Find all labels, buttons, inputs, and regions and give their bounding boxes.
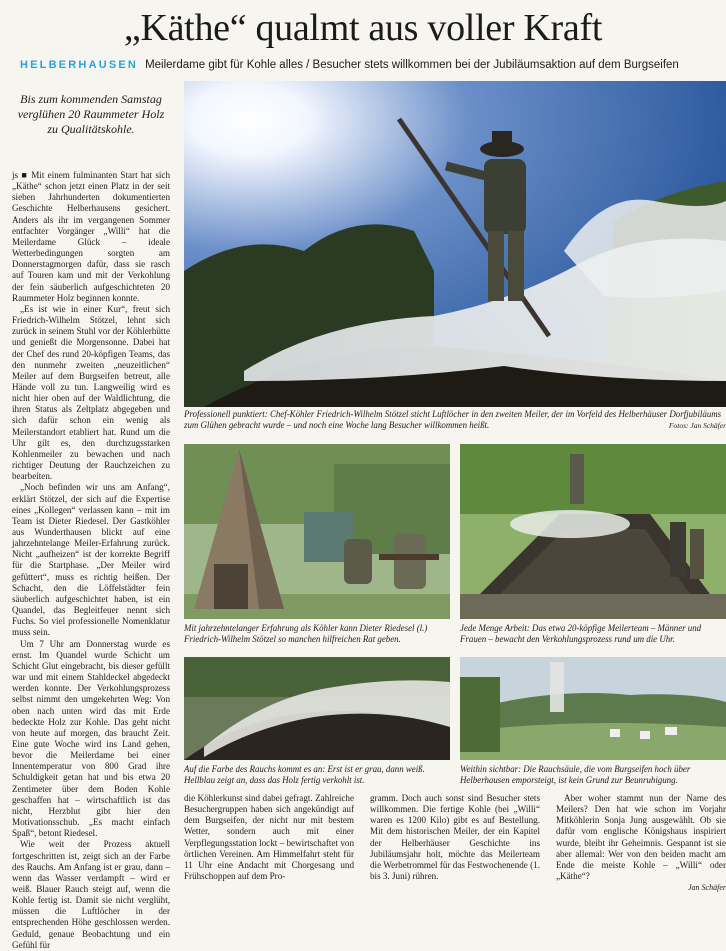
paragraph-2: „Es ist wie in einer Kur“, freut sich Friedrich-Wilhelm Stötzel, lehnt sich zurück in seinem Stuhl vor der Köhlerhütte und genießt die Morgensonne. Dabei hat der Chef des rund 20-köpfigen Teams, das den nunmehr zweiten „neuzeitlichen“ Meiler auf dem Burgseifen betreut, alle Hände voll zu tun. Langweilig wird es nicht hier oben auf der Waldlichtung, die ihren Status als Zeltplatz abgegeben und sich dafür schon ein wenig als Meilerstandort etabliert hat. Rund um die Uhr gilt es, den durchzugsstarken Kohlenmeiler zu bewachen und nach richtiger Deutung der Rauchzeichen zu bearbeiten.: [12, 303, 170, 482]
pull-quote: Bis zum kommenden Samstag verglühen 20 Raummeter Holz zu Qualitätskohle.: [17, 92, 165, 136]
hut-photo-caption: Mit jahrzehntelanger Erfahrung als Köhler kann Dieter Riedesel (l.) Friedrich-Wilhelm Stötzel so manchen hilfreichen Rat geben.: [184, 623, 428, 644]
view-photo-caption: Weithin sichtbar: Die Rauchsäule, die vom Burgseifen hoch über Helberhausen emporsteigt, ist kein Grund zur Beunruhigung.: [460, 764, 691, 785]
main-caption-text: Professionell punktiert: Chef-Köhler Friedrich-Wilhelm Stötzel sticht Luftlöcher in den zweiten Meiler, der im Vorfeld des Helberhäuser Dorfjubiläums zum Glühen gebracht wurde – und noch eine Woche lang Besucher willkommen heißt.: [184, 409, 722, 430]
column-2-text: die Köhlerkunst sind dabei gefragt. Zahlreiche Besuchergruppen haben sich angekündigt auf dem Burgseifen, der nicht nur mit bestem Wetter, sondern auch mit einer Verpflegungsstation lockt – bewirtschaftet von örtlichen Vereinen. Am Himmelfahrt steht für 11 Uhr eine Andacht mit Chorgesang und Frühschoppen auf dem Pro-: [184, 793, 354, 882]
article-column-3: [370, 793, 540, 881]
smoke-photo-caption: Auf die Farbe des Rauchs kommt es an: Erst ist er grau, dann weiß. Hellblau zeigt an, dass das Holz fertig verkohlt ist.: [184, 764, 425, 785]
subheadline: Meilerdame gibt für Kohle alles / Besucher stets willkommen bei der Jubiläumsaktion auf dem Burgseifen: [145, 59, 679, 71]
main-photo-charcoal-burner: [184, 81, 726, 407]
kicker-row: [20, 56, 710, 72]
team-photo-caption: Jede Menge Arbeit: Das etwa 20-köpfige Meilerteam – Männer und Frauen – bewacht den Verkohlungsprozess rund um die Uhr.: [460, 623, 702, 644]
article-column-left: [12, 170, 170, 950]
headline: „Käthe“ qualmt aus voller Kraft: [123, 7, 603, 49]
article-column-2: [184, 793, 354, 881]
article-column-4: [556, 793, 726, 893]
column-3-text: gramm. Doch auch sonst sind Besucher stets willkommen. Die fertige Kohle (bei „Willi“ waren es 1200 Kilo) gibt es auf Bestellung. Mit dem historischen Meiler, der ein Kapitel der Helberhäuser Geschichte ins Jubiläumsjahr holt, möchte das Meilerteam die Werbetrommel für das Festwochenende (1. bis 3. Juni) rühren.: [370, 793, 540, 882]
photo-smoke-colour: [184, 657, 450, 760]
photo-meiler-team: [460, 444, 726, 619]
paragraph-3: „Noch befinden wir uns am Anfang“, erklärt Stötzel, der sich auf die Expertise eines „Kollegen“ verlassen kann – mit im Team ist Dieter Riedesel. Der Gastköhler aus Wunderthausen blickt auf eine jahrzehntelange Meiler-Erfahrung zurück. Nicht „aufheizen“ ist der korrekte Begriff für die Startphase. „Der Meiler wird gefüttert“, muss es richtig heißen. Der Schacht, den die Löffelstädter fein säuberlich aufgeschichtet haben, ist ein Quandel, das Begleitfeuer nennt sich Fuchs. So viel professionelle Nomenklatur muss sein.: [12, 482, 170, 638]
photo-credit: Fotos: Jan Schäfer: [668, 421, 726, 430]
photo-charcoal-hut: [184, 444, 450, 619]
paragraph-5: Wie weit der Prozess aktuell fortgeschritten ist, zeigt sich an der Farbe des Rauchs. Am Anfang ist er grau, dann – wenn das Wasser verdampft – wird er weiß. Blauer Rauch steigt auf, wenn die Kohle fertig ist. Damit sie nicht verglüht, müssen die Luftlöcher in der entsprechenden Höhe geschlossen werden. Geduld, genaue Beobachtung und ein Gefühl für: [12, 839, 170, 950]
column-4-text: Aber woher stammt nun der Name des Meilers? Den hat wie schon im Vorjahr Mitköhlerin Sonja Jung ausgewählt. Ob sie dafür vom englische Königshaus inspiriert wurde, bleibt ihr Geheimnis. Gespannt ist sie aber allemal: Wer von den beiden macht am Ende die meiste Kohle – „Willi“ oder „Käthe“?: [556, 793, 726, 882]
photo-village-view: [460, 657, 726, 760]
paragraph-4: Um 7 Uhr am Donnerstag wurde es ernst. Im Quandel wurde Schicht um Schicht Glut eingebracht, bis dieser gefüllt war und mit einem Stahldeckel abgedeckt werden konnte. Der Verkohlungsprozess selbst nimmt den umgekehrten Weg: Von oben nach unten wird das mit Erde bedeckte Holz zur Kohle. Das geht nicht von heute auf morgen, das braucht Zeit. Eine gute Woche wird ins Land gehen, bevor die Meilerdame bei einer Innentemperatur von 800 Grad ihre Schuldigkeit getan hat und bis etwa 20 Zentimeter über dem Boden Kohle geschaffen hat – wirtschaftlich ist das nicht, Herzblut gibt hier den Motivationsschub. „Es macht einfach Spaß“, betont Riedesel.: [12, 638, 170, 839]
location-kicker: HELBERHAUSEN: [20, 59, 139, 71]
main-photo-caption: [184, 409, 726, 435]
paragraph-1: js ■ Mit einem fulminanten Start hat sich „Käthe“ schon jetzt einen Platz in der seit sieben Jahrhunderten dokumentierten Geschichte Helberhausens gesichert. Anders als ihr im vergangenen Sommer entfachter Vorgänger „Willi“ hat die Meilerdame Glück – ideale Wetterbedingungen sorgten am Donnerstagmorgen dafür, dass sie rasch auf Touren kam und mit der Verkohlung der fein säuberlich aufgeschichteten 20 Raummeter Holz beginnen konnte.: [12, 170, 170, 303]
author-byline: Jan Schäfer: [688, 883, 726, 893]
